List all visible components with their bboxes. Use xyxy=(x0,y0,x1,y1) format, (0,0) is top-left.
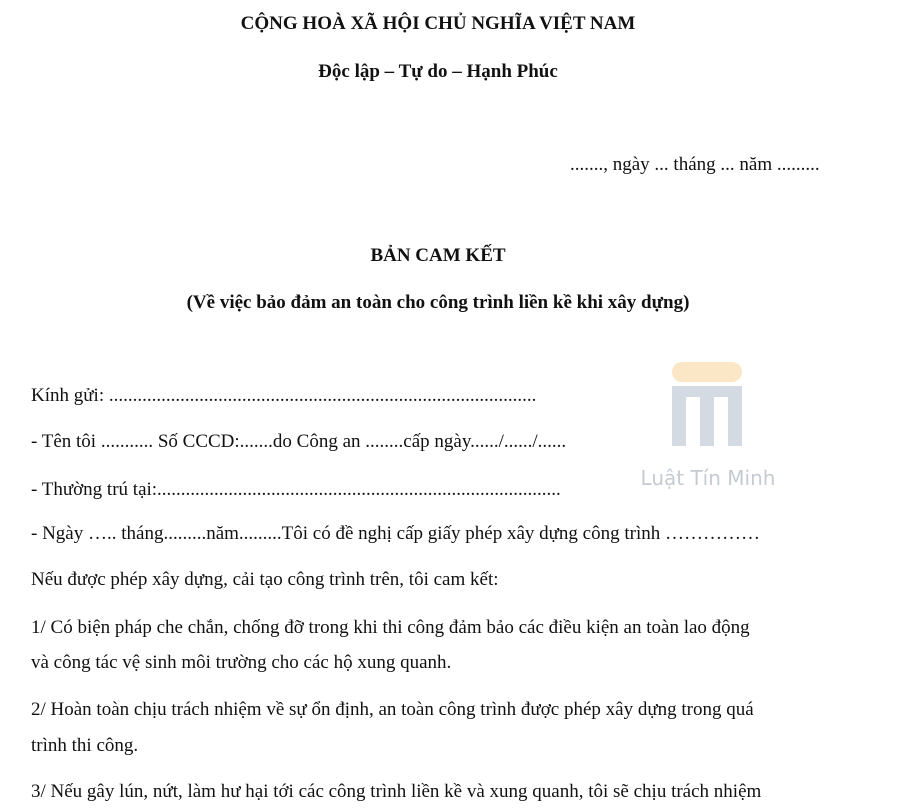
recipient-line: Kính gửi: .......................................................................................... xyxy=(31,385,537,406)
document-subtitle: (Về việc bảo đảm an toàn cho công trình liền kề khi xây dựng) xyxy=(186,292,690,313)
date-line: ......., ngày ... tháng ... năm ......... xyxy=(570,154,820,175)
commitment-item-1-line-1: 1/ Có biện pháp che chắn, chống đỡ trong khi thi công đảm bảo các điều kiện an toàn lao động xyxy=(31,617,750,638)
commitment-item-3-line-1: 3/ Nếu gây lún, nứt, làm hư hại tới các công trình liền kề và xung quanh, tôi sẽ chịu trách nhiệm xyxy=(31,781,762,802)
residence-line: - Thường trú tại:..................................................................................... xyxy=(31,479,561,500)
request-date-line: - Ngày ….. tháng.........năm.........Tôi có đề nghị cấp giấy phép xây dựng công trình …………… xyxy=(31,523,760,544)
watermark-text: Luật Tín Minh xyxy=(640,466,776,490)
name-id-line: - Tên tôi ........... Số CCCD:.......do Công an ........cấp ngày....../....../...... xyxy=(31,431,567,452)
document-title: BẢN CAM KẾT xyxy=(370,245,506,266)
commitment-item-2-line-2: trình thi công. xyxy=(31,735,139,756)
national-title: CỘNG HOÀ XÃ HỘI CHỦ NGHĨA VIỆT NAM xyxy=(240,13,636,34)
commitment-item-2-line-1: 2/ Hoàn toàn chịu trách nhiệm về sự ổn định, an toàn công trình được phép xây dựng trong quá xyxy=(31,699,754,720)
tin-minh-logo-icon xyxy=(670,362,744,446)
national-motto: Độc lập – Tự do – Hạnh Phúc xyxy=(318,61,558,82)
commitment-item-1-line-2: và công tác vệ sinh môi trường cho các hộ xung quanh. xyxy=(31,652,452,673)
watermark xyxy=(628,362,788,492)
commitment-intro: Nếu được phép xây dựng, cải tạo công trình trên, tôi cam kết: xyxy=(31,569,499,590)
